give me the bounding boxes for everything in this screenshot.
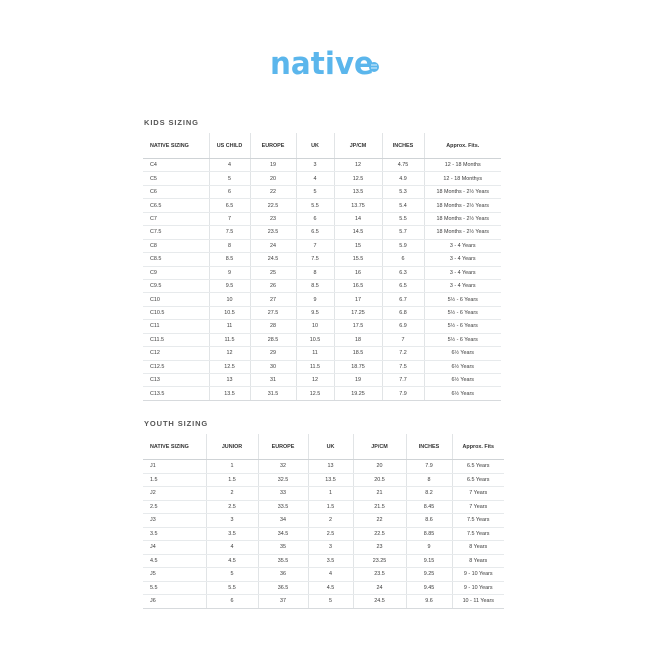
table-cell: 8.6 bbox=[406, 514, 452, 528]
table-cell: 9.25 bbox=[406, 568, 452, 582]
table-cell: 19 bbox=[250, 159, 296, 172]
table-cell: 6.5 bbox=[209, 199, 250, 212]
table-cell: 4.5 bbox=[143, 554, 206, 568]
table-cell: 15 bbox=[334, 239, 382, 252]
table-cell: 18 Months - 2½ Years bbox=[424, 185, 501, 198]
table-cell: 10.5 bbox=[296, 333, 334, 346]
table-cell: 12.5 bbox=[334, 172, 382, 185]
table-cell: C12.5 bbox=[143, 360, 209, 373]
table-cell: 32.5 bbox=[258, 473, 308, 487]
table-row bbox=[143, 374, 501, 387]
table-cell: 8.2 bbox=[406, 487, 452, 501]
table-cell: 1.5 bbox=[308, 500, 353, 514]
table-cell: 28 bbox=[250, 320, 296, 333]
table-cell: J3 bbox=[143, 514, 206, 528]
table-cell: 7.2 bbox=[382, 347, 424, 360]
column-header: EUROPE bbox=[258, 434, 308, 460]
table-row bbox=[143, 185, 501, 198]
table-row bbox=[143, 581, 504, 595]
table-cell: 3 - 4 Years bbox=[424, 279, 501, 292]
table-cell: J1 bbox=[143, 460, 206, 474]
table-cell: 33 bbox=[258, 487, 308, 501]
table-cell: 3 bbox=[296, 159, 334, 172]
table-cell: J4 bbox=[143, 541, 206, 555]
table-cell: 7 Years bbox=[452, 487, 504, 501]
table-cell: 7 Years bbox=[452, 500, 504, 514]
youth-sizing-title: YOUTH SIZING bbox=[144, 419, 209, 428]
table-cell: 9.5 bbox=[296, 306, 334, 319]
table-cell: C10.5 bbox=[143, 306, 209, 319]
table-cell: 28.5 bbox=[250, 333, 296, 346]
kids-sizing-table bbox=[143, 133, 501, 401]
table-cell: C11.5 bbox=[143, 333, 209, 346]
table-cell: 7.9 bbox=[406, 460, 452, 474]
table-cell: 18 Months - 2½ Years bbox=[424, 199, 501, 212]
table-cell: 17.25 bbox=[334, 306, 382, 319]
table-cell: 4.5 bbox=[308, 581, 353, 595]
table-cell: 2.5 bbox=[143, 500, 206, 514]
table-cell: 5.3 bbox=[382, 185, 424, 198]
table-cell: 14 bbox=[334, 212, 382, 225]
table-row bbox=[143, 159, 501, 172]
table-row bbox=[143, 473, 504, 487]
table-row bbox=[143, 212, 501, 225]
table-cell: 20 bbox=[353, 460, 406, 474]
table-cell: C7 bbox=[143, 212, 209, 225]
table-cell: 5½ - 6 Years bbox=[424, 333, 501, 346]
table-cell: 17.5 bbox=[334, 320, 382, 333]
table-cell: 5.5 bbox=[382, 212, 424, 225]
table-cell: 12 - 18 Months bbox=[424, 159, 501, 172]
table-cell: 6½ Years bbox=[424, 360, 501, 373]
table-cell: 8.5 bbox=[296, 279, 334, 292]
table-cell: 24 bbox=[250, 239, 296, 252]
table-cell: 18 Months - 2½ Years bbox=[424, 226, 501, 239]
table-cell: 3 - 4 Years bbox=[424, 266, 501, 279]
table-cell: 23.5 bbox=[250, 226, 296, 239]
table-cell: 10 - 11 Years bbox=[452, 595, 504, 609]
table-cell: 19.25 bbox=[334, 387, 382, 400]
table-cell: 1.5 bbox=[206, 473, 258, 487]
table-cell: 22 bbox=[250, 185, 296, 198]
table-cell: C13.5 bbox=[143, 387, 209, 400]
table-cell: 20.5 bbox=[353, 473, 406, 487]
table-cell: 9.6 bbox=[406, 595, 452, 609]
table-cell: C12 bbox=[143, 347, 209, 360]
table-cell: 9 bbox=[406, 541, 452, 555]
table-cell: 10.5 bbox=[209, 306, 250, 319]
table-cell: 17 bbox=[334, 293, 382, 306]
table-cell: 21 bbox=[353, 487, 406, 501]
table-row bbox=[143, 595, 504, 609]
table-cell: 6.3 bbox=[382, 266, 424, 279]
table-row bbox=[143, 320, 501, 333]
table-row bbox=[143, 293, 501, 306]
table-cell: 1.5 bbox=[143, 473, 206, 487]
table-cell: 5½ - 6 Years bbox=[424, 293, 501, 306]
table-cell: 6.9 bbox=[382, 320, 424, 333]
table-cell: 4.75 bbox=[382, 159, 424, 172]
table-cell: 8 Years bbox=[452, 541, 504, 555]
table-row bbox=[143, 360, 501, 373]
table-cell: 19 bbox=[334, 374, 382, 387]
table-cell: 35 bbox=[258, 541, 308, 555]
table-cell: 22.5 bbox=[250, 199, 296, 212]
table-cell: 3 - 4 Years bbox=[424, 253, 501, 266]
table-cell: 8 bbox=[296, 266, 334, 279]
table-cell: 26 bbox=[250, 279, 296, 292]
table-row bbox=[143, 514, 504, 528]
table-cell: 4 bbox=[209, 159, 250, 172]
table-cell: 8 bbox=[209, 239, 250, 252]
table-cell: 4.9 bbox=[382, 172, 424, 185]
table-row bbox=[143, 199, 501, 212]
table-cell: 31 bbox=[250, 374, 296, 387]
table-cell: 5.9 bbox=[382, 239, 424, 252]
table-cell: 12 bbox=[296, 374, 334, 387]
table-cell: 9.15 bbox=[406, 554, 452, 568]
table-cell: 3.5 bbox=[206, 527, 258, 541]
column-header: UK bbox=[308, 434, 353, 460]
table-row bbox=[143, 554, 504, 568]
table-row bbox=[143, 306, 501, 319]
table-row bbox=[143, 226, 501, 239]
table-row bbox=[143, 347, 501, 360]
table-cell: C7.5 bbox=[143, 226, 209, 239]
table-cell: C10 bbox=[143, 293, 209, 306]
table-row bbox=[143, 487, 504, 501]
table-cell: 8 Years bbox=[452, 554, 504, 568]
table-header-row bbox=[143, 133, 501, 159]
table-cell: 15.5 bbox=[334, 253, 382, 266]
table-cell: 37 bbox=[258, 595, 308, 609]
table-cell: 9 - 10 Years bbox=[452, 568, 504, 582]
column-header: INCHES bbox=[406, 434, 452, 460]
column-header: US CHILD bbox=[209, 133, 250, 159]
table-row bbox=[143, 500, 504, 514]
table-cell: 30 bbox=[250, 360, 296, 373]
table-cell: 23.25 bbox=[353, 554, 406, 568]
table-cell: 16.5 bbox=[334, 279, 382, 292]
table-cell: 11.5 bbox=[296, 360, 334, 373]
table-cell: 9 bbox=[209, 266, 250, 279]
table-cell: 6.5 Years bbox=[452, 460, 504, 474]
table-cell: 13.5 bbox=[209, 387, 250, 400]
kids-sizing-title: KIDS SIZING bbox=[144, 118, 199, 127]
table-cell: 22.5 bbox=[353, 527, 406, 541]
table-cell: 11 bbox=[296, 347, 334, 360]
table-cell: 5.5 bbox=[143, 581, 206, 595]
table-cell: 29 bbox=[250, 347, 296, 360]
table-cell: J5 bbox=[143, 568, 206, 582]
table-cell: 2.5 bbox=[308, 527, 353, 541]
table-cell: 6½ Years bbox=[424, 387, 501, 400]
table-cell: 12 bbox=[209, 347, 250, 360]
table-cell: 2 bbox=[308, 514, 353, 528]
table-cell: 2.5 bbox=[206, 500, 258, 514]
table-cell: 4 bbox=[308, 568, 353, 582]
table-cell: 6 bbox=[209, 185, 250, 198]
table-cell: 3.5 bbox=[143, 527, 206, 541]
table-cell: 5½ - 6 Years bbox=[424, 320, 501, 333]
table-cell: 4 bbox=[296, 172, 334, 185]
table-cell: 12 - 18 Monthys bbox=[424, 172, 501, 185]
table-row bbox=[143, 239, 501, 252]
table-row bbox=[143, 333, 501, 346]
table-cell: 34.5 bbox=[258, 527, 308, 541]
table-cell: 1 bbox=[206, 460, 258, 474]
table-cell: 18.5 bbox=[334, 347, 382, 360]
table-cell: 10 bbox=[209, 293, 250, 306]
table-cell: 36.5 bbox=[258, 581, 308, 595]
table-cell: 13 bbox=[308, 460, 353, 474]
table-cell: 5 bbox=[209, 172, 250, 185]
table-cell: 3.5 bbox=[308, 554, 353, 568]
table-cell: 7.5 bbox=[296, 253, 334, 266]
table-row bbox=[143, 266, 501, 279]
table-cell: 36 bbox=[258, 568, 308, 582]
table-cell: 16 bbox=[334, 266, 382, 279]
table-cell: 5.7 bbox=[382, 226, 424, 239]
table-cell: 21.5 bbox=[353, 500, 406, 514]
table-cell: 22 bbox=[353, 514, 406, 528]
table-cell: 12 bbox=[334, 159, 382, 172]
column-header: JP/CM bbox=[353, 434, 406, 460]
table-cell: 27.5 bbox=[250, 306, 296, 319]
table-cell: 4 bbox=[206, 541, 258, 555]
table-cell: 8.45 bbox=[406, 500, 452, 514]
table-cell: C13 bbox=[143, 374, 209, 387]
table-cell: 33.5 bbox=[258, 500, 308, 514]
table-cell: 11 bbox=[209, 320, 250, 333]
table-cell: 18.75 bbox=[334, 360, 382, 373]
table-cell: 6 bbox=[206, 595, 258, 609]
table-cell: C6.5 bbox=[143, 199, 209, 212]
table-cell: 23 bbox=[250, 212, 296, 225]
table-cell: 24 bbox=[353, 581, 406, 595]
table-cell: 27 bbox=[250, 293, 296, 306]
table-cell: 6.5 bbox=[296, 226, 334, 239]
table-cell: 7 bbox=[296, 239, 334, 252]
table-cell: 3 bbox=[308, 541, 353, 555]
table-cell: 11.5 bbox=[209, 333, 250, 346]
table-cell: 18 bbox=[334, 333, 382, 346]
table-row bbox=[143, 460, 504, 474]
table-cell: 14.5 bbox=[334, 226, 382, 239]
table-cell: 9.45 bbox=[406, 581, 452, 595]
table-cell: C6 bbox=[143, 185, 209, 198]
column-header: JP/CM bbox=[334, 133, 382, 159]
table-cell: 7.5 Years bbox=[452, 514, 504, 528]
table-cell: 13.75 bbox=[334, 199, 382, 212]
table-cell: C9.5 bbox=[143, 279, 209, 292]
table-cell: C8 bbox=[143, 239, 209, 252]
table-cell: 35.5 bbox=[258, 554, 308, 568]
column-header: INCHES bbox=[382, 133, 424, 159]
table-cell: 12.5 bbox=[209, 360, 250, 373]
youth-sizing-table bbox=[143, 434, 504, 609]
table-cell: 9 bbox=[296, 293, 334, 306]
table-cell: 6.5 bbox=[382, 279, 424, 292]
table-cell: 8 bbox=[406, 473, 452, 487]
table-cell: 6½ Years bbox=[424, 347, 501, 360]
table-row bbox=[143, 172, 501, 185]
table-row bbox=[143, 387, 501, 400]
logo-wordmark: native bbox=[270, 46, 374, 78]
table-cell: 6½ Years bbox=[424, 374, 501, 387]
table-cell: 6 bbox=[382, 253, 424, 266]
table-cell: 13 bbox=[209, 374, 250, 387]
table-cell: 13.5 bbox=[308, 473, 353, 487]
table-cell: 23.5 bbox=[353, 568, 406, 582]
table-cell: 7.5 Years bbox=[452, 527, 504, 541]
table-cell: 8.5 bbox=[209, 253, 250, 266]
table-cell: 20 bbox=[250, 172, 296, 185]
table-cell: 5.4 bbox=[382, 199, 424, 212]
table-row bbox=[143, 253, 501, 266]
table-cell: 32 bbox=[258, 460, 308, 474]
table-cell: 7.5 bbox=[209, 226, 250, 239]
table-cell: 34 bbox=[258, 514, 308, 528]
table-cell: 23 bbox=[353, 541, 406, 555]
table-cell: 6.7 bbox=[382, 293, 424, 306]
table-cell: 6.5 Years bbox=[452, 473, 504, 487]
table-cell: C5 bbox=[143, 172, 209, 185]
table-cell: 7.9 bbox=[382, 387, 424, 400]
table-row bbox=[143, 279, 501, 292]
column-header: Approx. Fits. bbox=[424, 133, 501, 159]
table-cell: 7 bbox=[382, 333, 424, 346]
table-cell: 7 bbox=[209, 212, 250, 225]
column-header: EUROPE bbox=[250, 133, 296, 159]
table-row bbox=[143, 541, 504, 555]
table-cell: 5 bbox=[206, 568, 258, 582]
table-cell: C4 bbox=[143, 159, 209, 172]
table-cell: 24.5 bbox=[250, 253, 296, 266]
column-header: JUNIOR bbox=[206, 434, 258, 460]
table-cell: 5.5 bbox=[296, 199, 334, 212]
column-header: UK bbox=[296, 133, 334, 159]
table-cell: 3 - 4 Years bbox=[424, 239, 501, 252]
table-cell: 4.5 bbox=[206, 554, 258, 568]
column-header: NATIVE SIZING bbox=[143, 434, 206, 460]
table-row bbox=[143, 527, 504, 541]
table-row bbox=[143, 568, 504, 582]
table-cell: 9.5 bbox=[209, 279, 250, 292]
table-cell: C8.5 bbox=[143, 253, 209, 266]
table-cell: 7.7 bbox=[382, 374, 424, 387]
table-cell: 13.5 bbox=[334, 185, 382, 198]
table-cell: 7.5 bbox=[382, 360, 424, 373]
table-cell: 18 Months - 2½ Years bbox=[424, 212, 501, 225]
table-cell: 12.5 bbox=[296, 387, 334, 400]
table-cell: 31.5 bbox=[250, 387, 296, 400]
table-header-row bbox=[143, 434, 504, 460]
native-logo bbox=[270, 44, 382, 78]
table-cell: 6.8 bbox=[382, 306, 424, 319]
table-cell: 9 - 10 Years bbox=[452, 581, 504, 595]
table-cell: 5.5 bbox=[206, 581, 258, 595]
table-cell: 5 bbox=[308, 595, 353, 609]
table-cell: 6 bbox=[296, 212, 334, 225]
table-cell: C9 bbox=[143, 266, 209, 279]
table-cell: J2 bbox=[143, 487, 206, 501]
table-cell: J6 bbox=[143, 595, 206, 609]
table-cell: 24.5 bbox=[353, 595, 406, 609]
table-cell: 1 bbox=[308, 487, 353, 501]
column-header: NATIVE SIZING bbox=[143, 133, 209, 159]
table-cell: 25 bbox=[250, 266, 296, 279]
table-cell: 8.85 bbox=[406, 527, 452, 541]
table-cell: 5½ - 6 Years bbox=[424, 306, 501, 319]
table-cell: 2 bbox=[206, 487, 258, 501]
column-header: Approx. Fits bbox=[452, 434, 504, 460]
table-cell: 3 bbox=[206, 514, 258, 528]
table-cell: 10 bbox=[296, 320, 334, 333]
table-cell: 5 bbox=[296, 185, 334, 198]
table-cell: C11 bbox=[143, 320, 209, 333]
